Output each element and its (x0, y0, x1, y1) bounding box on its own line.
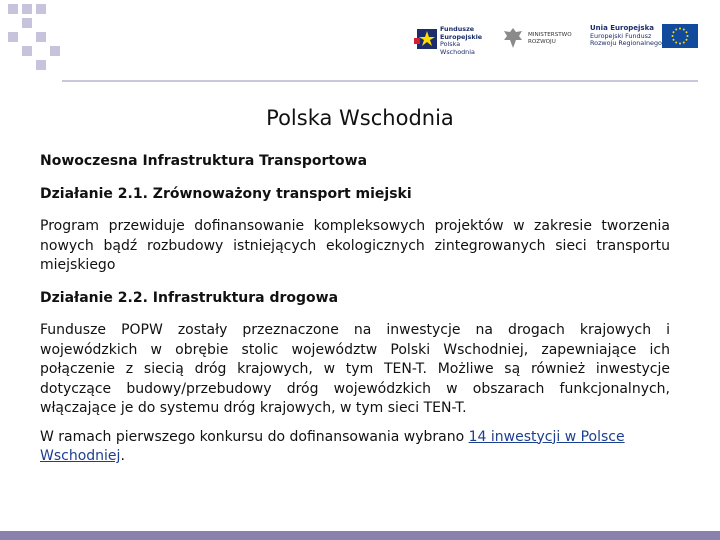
action2-heading: Działanie 2.2. Infrastruktura drogowa (40, 289, 339, 306)
bottom-accent-bar (0, 531, 720, 540)
eu-line2: Europejski Fundusz (590, 31, 652, 40)
slide-title: Polska Wschodnia (266, 106, 454, 130)
selection-paragraph (40, 428, 670, 467)
eu-flag-icon (662, 24, 698, 48)
eu-logo (590, 20, 700, 60)
action1-text: Program przewiduje dofinansowanie kompleksowych projektów w zakresie tworzenia nowych bądź rozbudowy istniejących ekologicznych zintegrowanych sieci transportu miejskiego (40, 218, 670, 273)
action1-heading: Działanie 2.1. Zrównoważony transport miejski (40, 185, 412, 202)
action2-text: Fundusze POPW zostały przeznaczone na inwestycje na drogach krajowych i wojewódzkich w obrębie stolic województw Polski Wschodniej, zapewniające ich połączenie z siecią dróg krajowych, w tym TEN-T. Możliwe są również inwestycje dotyczące budowy/przebudowy dróg wojewódzkich w obszarach funkcjonalnych, włączające je do systemu dróg krajowych, w tym sieci TEN-T. (40, 322, 670, 416)
fundusze-europejskie-logo (410, 20, 490, 60)
selection-suffix: . (120, 448, 125, 464)
eagle-emblem-icon (502, 26, 524, 50)
fe-line1: Fundusze (440, 25, 475, 33)
fe-star-icon (414, 26, 440, 52)
ministry-line1: MINISTERSTWO (528, 32, 572, 38)
selection-prefix: W ramach pierwszego konkursu do dofinansowania wybrano (40, 428, 469, 445)
slide-subtitle: Nowoczesna Infrastruktura Transportowa (40, 153, 368, 169)
eu-line3: Rozwoju Regionalnego (590, 39, 662, 48)
fe-line2: Europejskie (440, 32, 483, 41)
investments-link[interactable]: 14 inwestycji w Polsce Wschodniej (40, 428, 625, 464)
eu-line1: Unia Europejska (590, 24, 654, 32)
header-divider (62, 80, 698, 82)
decorative-squares (0, 0, 70, 80)
ministry-logo (502, 20, 582, 60)
slide-content (40, 152, 670, 467)
ministry-line2: ROZWOJU (528, 39, 556, 45)
fe-line3: Polska Wschodnia (440, 40, 475, 56)
